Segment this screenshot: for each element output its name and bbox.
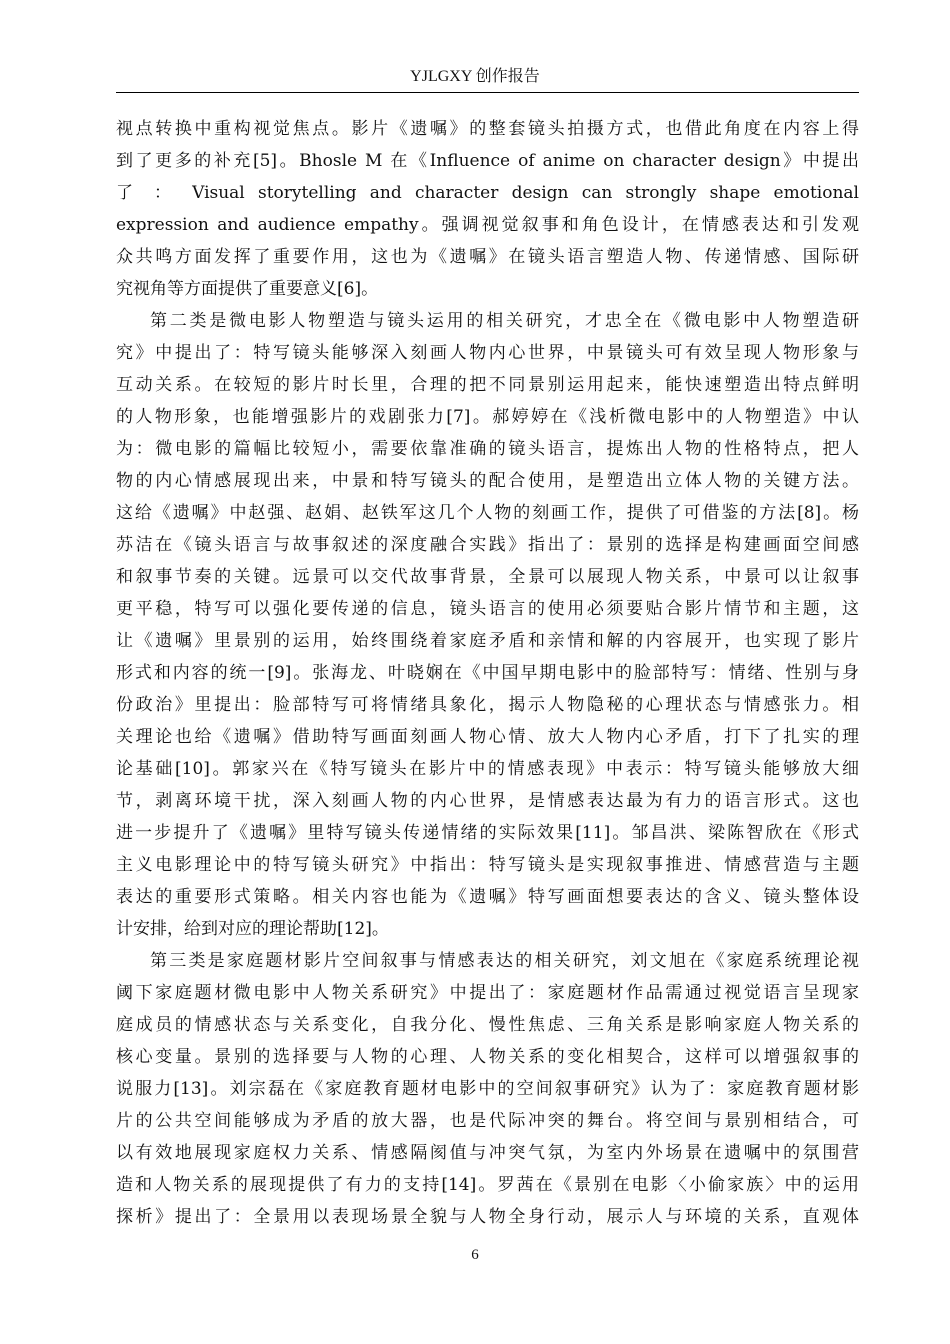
text-line: 计安排，给到对应的理论帮助[12]。	[116, 919, 389, 939]
text-line: 以有效地展现家庭权力关系、情感隔阂值与冲突气氛，为室内外场景在遗嘱中的氛围营	[116, 1143, 859, 1163]
text-line: 和叙事节奏的关键。远景可以交代故事背景，全景可以展现人物关系，中景可以让叙事	[116, 567, 859, 587]
text-line: 片的公共空间能够成为矛盾的放大器，也是代际冲突的舞台。将空间与景别相结合，可	[116, 1111, 859, 1131]
text-line: 阈下家庭题材微电影中人物关系研究》中提出了：家庭题材作品需通过视觉语言呈现家	[116, 983, 859, 1003]
text-line: 众共鸣方面发挥了重要作用，这也为《遗嘱》在镜头语言塑造人物、传递情感、国际研	[116, 247, 859, 267]
text-line: 究》中提出了：特写镜头能够深入刻画人物内心世界，中景镜头可有效呈现人物形象与	[116, 343, 859, 363]
text-line: 表达的重要形式策略。相关内容也能为《遗嘱》特写画面想要表达的含义、镜头整体设	[116, 887, 859, 907]
text-line: 第三类是家庭题材影片空间叙事与情感表达的相关研究，刘文旭在《家庭系统理论视	[150, 951, 859, 971]
text-line: expression and audience empathy。强调视觉叙事和角色设计，在情感表达和引发观	[116, 215, 859, 235]
text-line: 了 ： Visual storytelling and character design can strongly shape emotional	[116, 183, 859, 203]
text-line: 视点转换中重构视觉焦点。影片《遗嘱》的整套镜头拍摄方式，也借此角度在内容上得	[116, 119, 859, 139]
text-line: 究视角等方面提供了重要意义[6]。	[116, 279, 379, 299]
text-line: 关理论也给《遗嘱》借助特写画面刻画人物心情、放大人物内心矛盾，打下了扎实的理	[116, 727, 859, 747]
text-line: 第二类是微电影人物塑造与镜头运用的相关研究，才忠全在《微电影中人物塑造研	[150, 311, 859, 331]
text-line: 更平稳，特写可以强化要传递的信息，镜头语言的使用必须要贴合影片情节和主题，这	[116, 599, 859, 619]
text-line: 进一步提升了《遗嘱》里特写镜头传递情绪的实际效果[11]。邹昌洪、梁陈智欣在《形式	[116, 823, 859, 843]
text-line: 让《遗嘱》里景别的运用，始终围绕着家庭矛盾和亲情和解的内容展开，也实现了影片	[116, 631, 859, 651]
text-line: 为：微电影的篇幅比较短小，需要依靠准确的镜头语言，提炼出人物的性格特点，把人	[116, 439, 859, 459]
text-line: 的人物形象，也能增强影片的戏剧张力[7]。郝婷婷在《浅析微电影中的人物塑造》中认	[116, 407, 859, 427]
text-line: 节，剥离环境干扰，深入刻画人物的内心世界，是情感表达最为有力的语言形式。这也	[116, 791, 859, 811]
text-line: 到了更多的补充[5]。Bhosle M 在《Influence of anime on character design》中提出	[116, 151, 859, 171]
text-line: 造和人物关系的展现提供了有力的支持[14]。罗茜在《景别在电影〈小偷家族〉中的运用	[116, 1175, 859, 1195]
page-header-title: YJLGXY 创作报告	[410, 68, 540, 85]
page-number: 6	[471, 1247, 479, 1263]
text-line: 核心变量。景别的选择要与人物的心理、人物关系的变化相契合，这样可以增强叙事的	[116, 1047, 859, 1067]
text-line: 物的内心情感展现出来，中景和特写镜头的配合使用，是塑造出立体人物的关键方法。	[116, 471, 859, 491]
header-divider	[116, 92, 859, 93]
text-line: 苏洁在《镜头语言与故事叙述的深度融合实践》指出了：景别的选择是构建画面空间感	[116, 535, 859, 555]
text-line: 说服力[13]。刘宗磊在《家庭教育题材电影中的空间叙事研究》认为了：家庭教育题材影	[116, 1079, 859, 1099]
text-line: 论基础[10]。郭家兴在《特写镜头在影片中的情感表现》中表示：特写镜头能够放大细	[116, 759, 859, 779]
body-text	[116, 113, 859, 1233]
text-line: 探析》提出了：全景用以表现场景全貌与人物全身行动，展示人与环境的关系，直观体	[116, 1207, 859, 1227]
text-line: 庭成员的情感状态与关系变化，自我分化、慢性焦虑、三角关系是影响家庭人物关系的	[116, 1015, 859, 1035]
text-line: 这给《遗嘱》中赵强、赵娟、赵铁军这几个人物的刻画工作，提供了可借鉴的方法[8]。杨	[116, 503, 859, 523]
text-line: 份政治》里提出：脸部特写可将情绪具象化，揭示人物隐秘的心理状态与情感张力。相	[116, 695, 859, 715]
text-line: 互动关系。在较短的影片时长里，合理的把不同景别运用起来，能快速塑造出特点鲜明	[116, 375, 859, 395]
text-line: 主义电影理论中的特写镜头研究》中指出：特写镜头是实现叙事推进、情感营造与主题	[116, 855, 859, 875]
text-line: 形式和内容的统一[9]。张海龙、叶晓娴在《中国早期电影中的脸部特写：情绪、性别与身	[116, 663, 859, 683]
